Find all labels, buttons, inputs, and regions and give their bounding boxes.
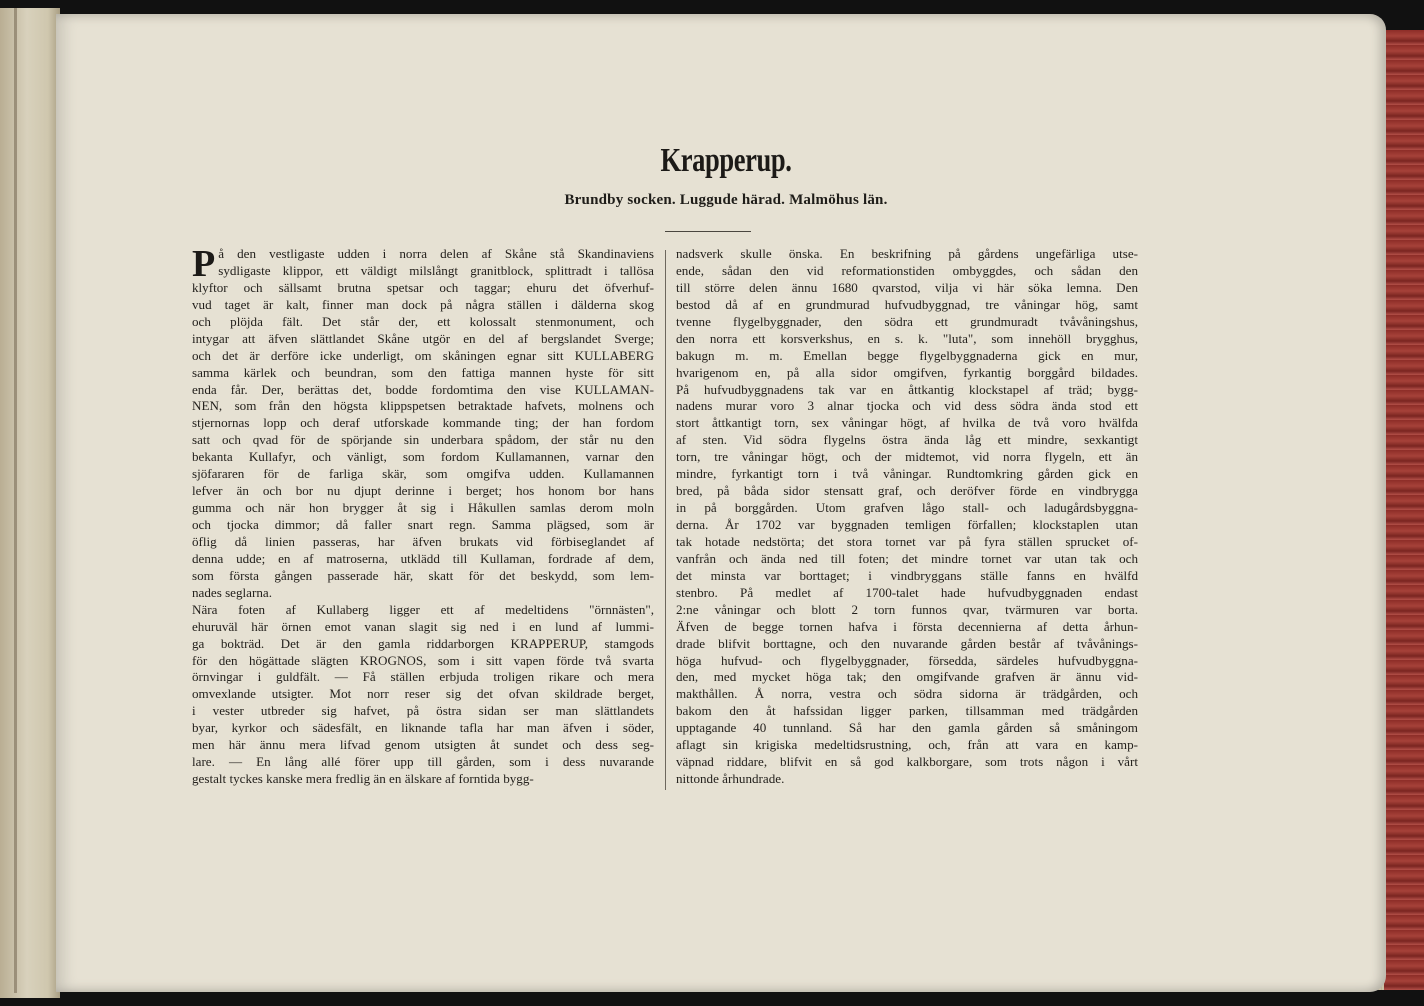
- text-line: den norra ett korsverkshus, en s. k. "luta", som innehöll brygghus,: [676, 330, 1138, 346]
- text-line: och tjocka dimmor; då faller snart regn. Samma plägsed, som är: [192, 517, 654, 532]
- text-line: stenbro. På medlet af 1700-talet hade hufvudbyggnaden endast: [676, 584, 1138, 600]
- column-divider: [665, 250, 666, 790]
- text-line: i vester utbreder sig hafvet, på östra sidan ser man slättlandets: [192, 703, 654, 719]
- page-subtitle: Brundby socken. Luggude härad. Malmöhus län.: [564, 192, 888, 208]
- text-line: vanfrån och ända ned till foten; det mindre tornet var utan tak och: [676, 550, 1138, 566]
- text-line: öflig då linien passeras, har äfven brukats vid förbiseglandet af: [192, 533, 654, 549]
- text-line: klyftor och sällsamt brutna spetsar och taggar; ehuru det öfverhuf-: [192, 279, 654, 295]
- text-line: aflagt sin krigiska medeltidsrustning, och, från att vara en kamp-: [676, 737, 1138, 753]
- text-line: Äfven de begge tornen hafva i första decennierna af detta århun-: [676, 618, 1138, 634]
- text-line: gumma och när hon brygger åt sig i Håkullen samlas derom moln: [192, 500, 654, 516]
- text-line: NEN, som från den högsta klippspetsen betraktade hafvets, molnens och: [192, 398, 654, 414]
- text-line: ende, sådan den vid reformationstiden ombyggdes, och sådan den: [676, 262, 1138, 278]
- text-line: intygar att äfven slättlandet Skåne utgör en del af bergslandet Sverge;: [192, 330, 654, 346]
- text-line: för den högättade slägten KROGNOS, som i sitt vapen förde två svarta: [192, 652, 654, 668]
- text-line: och det är derföre icke underligt, om skåningen egnar sitt KULLABERG: [192, 347, 654, 363]
- text-line: örnvingar i guldfält. — Få ställen erbjuda troligen rikare och mera: [192, 669, 654, 685]
- text-line: som första gången passerade här, skatt för det beskydd, som lem-: [192, 567, 654, 583]
- text-line: vud taget är kalt, finner man dock på några ställen i dälderna skog: [192, 296, 654, 312]
- text-line: bakom den åt hafssidan ligger parken, tillsamman med trädgården: [676, 703, 1138, 719]
- text-line: drade blifvit borttagne, och den nuvarande gården består af tvåvånings-: [676, 635, 1138, 651]
- text-line: upptagande 40 tunnland. Så har den gamla gården så småningom: [676, 720, 1138, 736]
- text-line: ga bokträd. Det är den gamla riddarborgen KRAPPERUP, stamgods: [192, 635, 654, 651]
- text-line: enda får. Der, berättas det, bodde fordomtima den vise KULLAMAN-: [192, 381, 654, 397]
- text-line: gestalt tyckes kanske mera fredlig än en älskare af forntida bygg-: [192, 771, 534, 787]
- text-line: På hufvudbyggnadens tak var en åttkantig klockstapel af träd; bygg-: [676, 381, 1138, 397]
- text-line: sjöfararen för de farliga skär, som omgifva udden. Kullamannen: [192, 466, 654, 482]
- text-line: ehuruväl här örnen emot vanan slagit sig ned i en lund af lummi-: [192, 618, 654, 634]
- text-line: lare. — En lång allé förer upp till gården, som i dess nuvarande: [192, 754, 654, 770]
- drop-cap: P: [192, 243, 216, 285]
- text-line: torn, tre våningar högt, och der midtemot, vid norra flygeln, ett än: [676, 449, 1138, 465]
- text-line: omvexlande utsigter. Mot norr reser sig det ofvan skildrade berget,: [192, 686, 654, 702]
- text-line: den, med mycket höga tak; den omgifvande grafven är ännu vid-: [676, 669, 1138, 685]
- text-line: satt och qvad för de spörjande sin underbara spådom, der står nu den: [192, 432, 654, 448]
- text-line: å den vestligaste udden i norra delen af Skåne stå Skandinaviens: [218, 246, 654, 261]
- text-line: 2:ne våningar och blott 2 torn funnos qvar, tvärmuren var borta.: [676, 601, 1138, 617]
- left-column: [192, 243, 654, 788]
- left-page-edge: [0, 8, 60, 998]
- text-line: nadsverk skulle önska. En beskrifning på gårdens ungefärliga utse-: [676, 246, 1138, 261]
- text-line: stort åttkantigt torn, sex våningar högt, af hvilka de två voro hvälfda: [676, 415, 1138, 431]
- text-line: denna udde; en af matroserna, utklädd till Kullaman, fordrade af dem,: [192, 550, 654, 566]
- text-line: till större delen ännu 1680 qvarstod, vilja vi här söka lemna. Den: [676, 279, 1138, 295]
- text-line: nadens murar voro 3 alnar tjocka och vid dess södra ända stod ett: [676, 398, 1138, 414]
- text-line: af sten. Vid södra flygelns östra ända låg ett mindre, sexkantigt: [676, 432, 1138, 448]
- text-line: derna. År 1702 var byggnaden temligen förfallen; klockstaplen utan: [676, 517, 1138, 532]
- title-rule: [665, 231, 751, 232]
- text-line: tak hotade nedstörta; det stora tornet var på fyra ställen sprucket of-: [676, 533, 1138, 549]
- text-line: det minsta var borttaget; i vindbryggans ställe fanns en hvälfd: [676, 567, 1138, 583]
- text-line: stjernornas lopp och deraf utforskade kommande ting; der han fordom: [192, 415, 654, 431]
- text-line: men här ännu mera lifvad genom utsigten åt sundet och dess seg-: [192, 737, 654, 753]
- text-line: mindre, fyrkantigt torn i två våningar. Rundtomkring gården gick en: [676, 466, 1138, 482]
- text-line: väpnad riddare, blifvit en så god kalkborgare, som trots någon i vårt: [676, 754, 1138, 770]
- text-line: bred, på båda sidor stensatt graf, och deröfver förde en vindbrygga: [676, 483, 1138, 499]
- text-line: höga hufvud- och flygelbyggnader, försedda, särdeles hufvudbyggna-: [676, 652, 1138, 668]
- text-line: bestod då af en grundmurad hufvudbyggnad, tre våningar hög, samt: [676, 296, 1138, 312]
- text-line: bakugn m. m. Emellan begge flygelbyggnaderna gick en mur,: [676, 347, 1138, 363]
- text-line: lefver än och bor nu djupt derinne i berget; hos honom bor hans: [192, 483, 654, 499]
- text-line: hvarigenom en, på alla sidor omgifven, fyrkantig borggård bildades.: [676, 364, 1138, 380]
- page: [56, 14, 1386, 992]
- right-column: [676, 246, 1138, 788]
- text-line: nades seglarna.: [192, 584, 272, 600]
- text-line: nittonde århundrade.: [676, 771, 785, 787]
- text-line: makthållen. Å norra, vestra och södra sidorna är trädgården, och: [676, 686, 1138, 702]
- text-line: tvenne flygelbyggnader, den södra ett grundmuradt tvåvåningshus,: [676, 313, 1138, 329]
- page-title: Krapperup.: [660, 142, 792, 179]
- text-line: in på borggården. Utom grafven lågo stall- och ladugårdsbyggna-: [676, 500, 1138, 516]
- text-line: bekanta Kullafyr, och vänligt, som fordom Kullamannen, varnar den: [192, 449, 654, 465]
- binding-stripe: [14, 8, 17, 993]
- text-line: sydligaste klippor, ett väldigt milslångt granitblock, splittradt i tallösa: [218, 262, 654, 278]
- text-line: och plöjda fält. Det står der, ett kolossalt stenmonument, och: [192, 313, 654, 329]
- text-line: Nära foten af Kullaberg ligger ett af medeltidens "örnnästen",: [192, 601, 654, 617]
- text-line: byar, kyrkor och sädesfält, en liknande tafla har man äfven i söder,: [192, 720, 654, 736]
- text-line: samma kärlek och beundran, som den fattiga mannen hyste för sitt: [192, 364, 654, 380]
